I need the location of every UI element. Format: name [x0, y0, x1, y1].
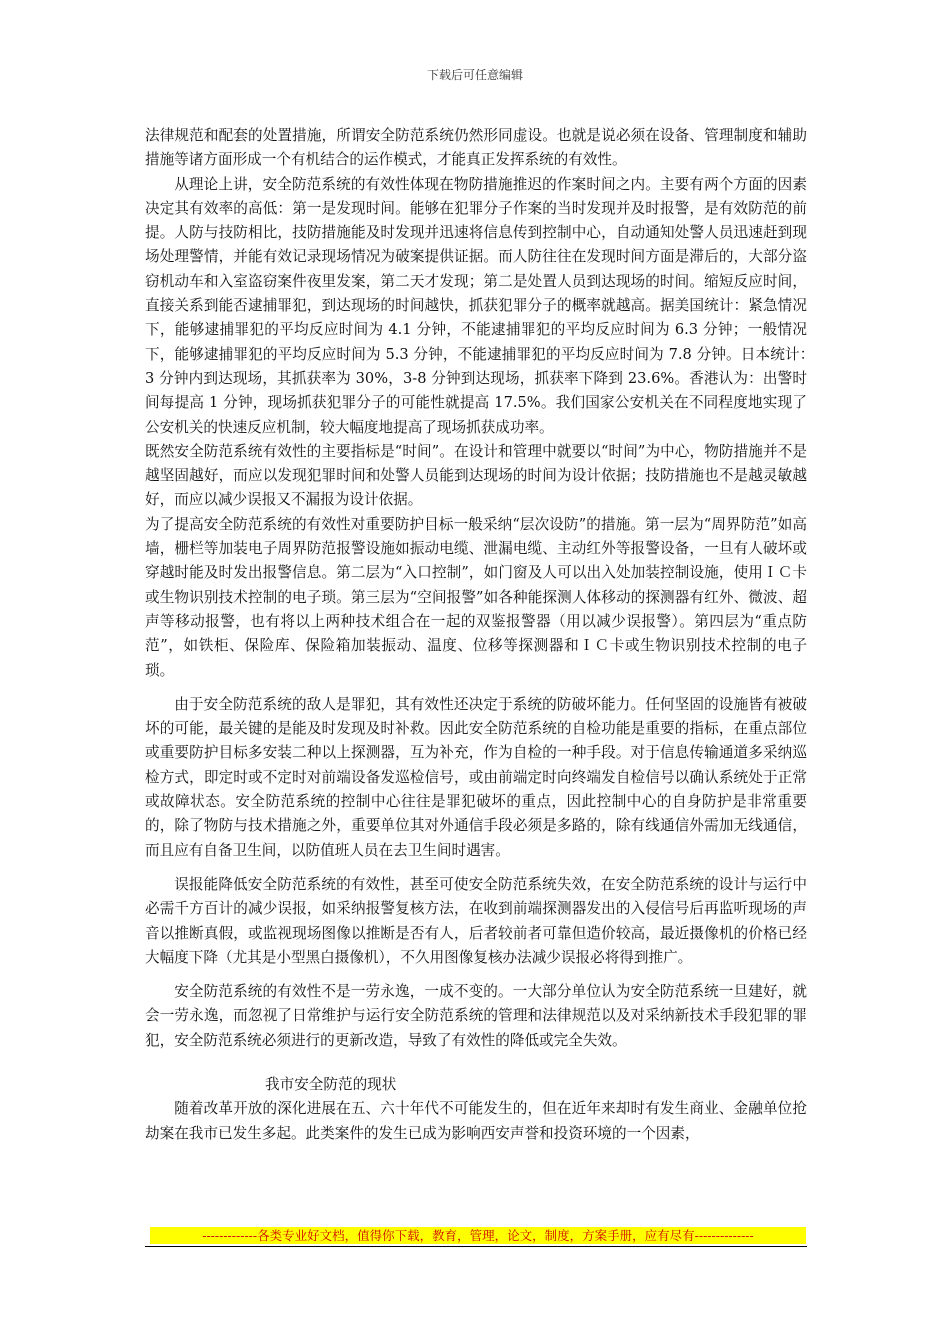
- document-body: [145, 124, 827, 1146]
- paragraph-time-indicator: 既然安全防范系统有效性的主要指标是“时间”。在设计和管理中就要以“时间”为中心，物防措施并不是越坚固越好，而应以发现犯罪时间和处警人员能到达现场的时间为设计依据；技防措施也不是越灵敏越好，而应以减少误报又不漏报为设计依据。: [145, 442, 807, 509]
- page-header: 下载后可任意编辑: [426, 68, 523, 82]
- paragraph-false-alarm: 误报能降低安全防范系统的有效性，甚至可使安全防范系统失效，在安全防范系统的设计与运行中必需千方百计的减少误报，如采纳报警复核方法，在收到前端探测器发出的入侵信号后再监听现场的声音以推断真假，或监视现场图像以推断是否有人，后者较前者可靠但造价较高，最近摄像机的价格已经大幅度下降（尤其是小型黑白摄像机），不久用图像复核办法减少误报必将得到推广。: [145, 875, 807, 966]
- paragraph-current-status: 随着改革开放的深化进展在五、六十年代不可能发生的，但在近年来却时有发生商业、金融单位抢劫案在我市已发生多起。此类案件的发生已成为影响西安声誉和投资环境的一个因素，: [145, 1100, 807, 1142]
- paragraph-anti-tamper: 由于安全防范系统的敌人是罪犯，其有效性还决定于系统的防破坏能力。任何坚固的设施皆有被破坏的可能，最关键的是能及时发现及时补救。因此安全防范系统的自检功能是重要的指标，在重点部位或重要防护目标多安装二种以上探测器，互为补充，作为自检的一种手段。对于信息传输通道多采纳巡检方式，即定时或不定时对前端设备发巡检信号，或由前端定时向终端发自检信号以确认系统处于正常或故障状态。安全防范系统的控制中心往往是罪犯破坏的重点，因此控制中心的自身防护是非常重要的，除了物防与技术措施之外，重要单位其对外通信手段必须是多路的，除有线通信外需加无线通信，而且应有自备卫生间，以防值班人员在去卫生间时遇害。: [145, 695, 807, 859]
- section-title: 我市安全防范的现状: [265, 1075, 397, 1093]
- paragraph-continuation: 法律规范和配套的处置措施，所谓安全防范系统仍然形同虚设。也就是说必须在设备、管理制度和辅助措施等诸方面形成一个有机结合的运作模式，才能真正发挥系统的有效性。: [145, 127, 807, 169]
- footer-banner: -------------各类专业好文档，值得你下载，教育，管理，论文，制度，方案手册，应有尽有--------------: [150, 1227, 806, 1244]
- paragraph-theory: 从理论上讲，安全防范系统的有效性体现在物防措施推迟的作案时间之内。主要有两个方面的因素决定其有效率的高低：第一是发现时间。能够在犯罪分子作案的当时发现并及时报警，是有效防范的前提。人防与技防相比，技防措施能及时发现并迅速将信息传到控制中心，自动通知处警人员迅速赶到现场处理警情，并能有效记录现场情况为破案提供证据。而人防往往在发现时间方面是滞后的，大部分盗窃机动车和入室盗窃案件夜里发案，第二天才发现；第二是处置人员到达现场的时间。缩短反应时间，直接关系到能否逮捕罪犯，到达现场的时间越快，抓获犯罪分子的概率就越高。据美国统计：紧急情况下，能够逮捕罪犯的平均反应时间为 4.1 分钟，不能逮捕罪犯的平均反应时间为 6.3 分钟；一般情况下，能够逮捕罪犯的平均反应时间为 5.3 分钟，不能逮捕罪犯的平均反应时间为 7.8 分钟。日本统计： 3 分钟内到达现场，其抓获率为 30%，3-8 分钟到达现场，抓获率下降到 23.6%。香港认为：出警时间每提高 1 分钟，现场抓获犯罪分子的可能性就提高 17.5%。我们国家公安机关在不同程度地实现了公安机关的快速反应机制，较大幅度地提高了现场抓获成功率。: [145, 175, 827, 436]
- paragraph-layered-defense: 为了提高安全防范系统的有效性对重要防护目标一般采纳“层次设防”的措施。第一层为“周界防范”如高墙，栅栏等加装电子周界防范报警设施如振动电缆、泄漏电缆、主动红外等报警设备，一旦有人破坏或穿越时能及时发出报警信息。第二层为“入口控制”，如门窗及人可以出入处加装控制设施，使用ＩＣ卡或生物识别技术控制的电子琐。第三层为“空间报警”如各种能探测人体移动的探测器有红外、微波、超声等移动报警，也有将以上两种技术组合在一起的双鉴报警器（用以减少误报警）。第四层为“重点防范”，如铁柜、保险库、保险箱加装振动、温度、位移等探测器和ＩＣ卡或生物识别技术控制的电子琐。: [145, 515, 807, 679]
- paragraph-maintenance: 安全防范系统的有效性不是一劳永逸，一成不变的。一大部分单位认为安全防范系统一旦建好，就会一劳永逸，而忽视了日常维护与运行安全防范系统的管理和法律规范以及对采纳新技术手段犯罪的罪犯，安全防范系统必须进行的更新改造，导致了有效性的降低或完全失效。: [145, 983, 807, 1049]
- footer-divider: [145, 1246, 807, 1247]
